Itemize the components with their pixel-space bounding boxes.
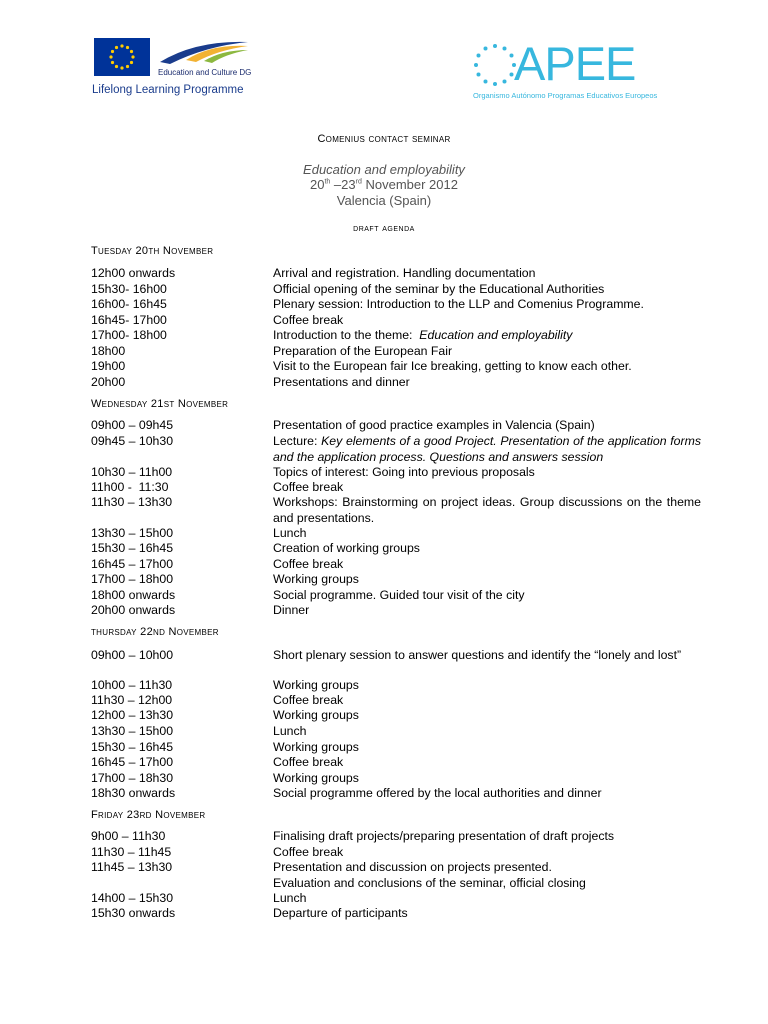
education-culture-dg-label: Education and Culture DG [158,68,252,77]
agenda-description: Departure of participants [273,906,408,920]
agenda-description: Working groups [273,740,359,754]
apee-subtitle: Organismo Autónomo Programas Educativos Europeos [473,91,658,100]
agenda-time: 17h00 – 18h30 [91,771,174,785]
agenda-time: 16h45 – 17h00 [91,755,174,769]
agenda-description: Lecture: Key elements of a good Project. Presentation of the application forms and the application process. Questions and answers session [273,434,701,464]
agenda-time: 11h45 – 13h30 [91,860,173,874]
page-header [0,0,768,110]
agenda-description: Lunch [273,891,307,905]
agenda-time: 15h30- 16h00 [91,282,167,296]
agenda-time: 16h00- 16h45 [91,297,167,311]
agenda-description: Finalising draft projects/preparing presentation of draft projects [273,829,615,843]
agenda-time: 20h00 [91,375,126,389]
lifelong-learning-label: Lifelong Learning Programme [92,84,244,96]
day-heading: Wednesday 21st November [91,398,229,410]
agenda-time: 13h30 – 15h00 [91,526,174,540]
agenda-time: 18h00 onwards [91,588,176,602]
agenda-time: 18h00 [91,344,126,358]
agenda-time: 15h30 – 16h45 [91,740,174,754]
agenda-time: 11h30 – 13h30 [91,495,173,509]
day-heading: Friday 23rd November [91,809,206,821]
swoosh-icon [156,36,252,66]
agenda-time: 10h00 – 11h30 [91,678,173,692]
agenda-description: Dinner [273,603,310,617]
agenda-time: 15h30 onwards [91,906,176,920]
day-heading: Tuesday 20th November [91,245,214,257]
agenda-time: 19h00 [91,359,126,373]
agenda-time: 16h45- 17h00 [91,313,167,327]
agenda-description: Coffee break [273,693,344,707]
draft-agenda-label: draft agenda [353,223,415,234]
agenda-time: 16h45 – 17h00 [91,557,174,571]
agenda-description: Coffee break [273,557,344,571]
agenda-time: 11h30 – 11h45 [91,845,172,859]
agenda-description: Preparation of the European Fair [273,344,453,358]
agenda-time: 17h00- 18h00 [91,328,167,342]
agenda-description: Presentations and dinner [273,375,410,389]
agenda-description: Presentation and discussion on projects presented. [273,860,552,874]
agenda-time: 09h45 – 10h30 [91,434,174,448]
agenda-description: Plenary session: Introduction to the LLP and Comenius Programme. [273,297,644,311]
eu-flag-icon [94,38,150,76]
seminar-place: Valencia (Spain) [336,193,432,208]
agenda-description: Working groups [273,708,359,722]
agenda-description: Introduction to the theme: Education and employability [273,328,573,342]
document-title: Comenius contact seminar [317,133,451,145]
agenda-description: Arrival and registration. Handling documentation [273,266,536,280]
agenda-description: Coffee break [273,480,344,494]
agenda-description: Lunch [273,526,307,540]
apee-wordmark: APEE [514,37,636,90]
agenda-time: 17h00 – 18h00 [91,572,174,586]
agenda-description: Coffee break [273,313,344,327]
agenda-description: Workshops: Brainstorming on project ideas. Group discussions on the theme and presentations. [273,495,701,525]
agenda-time: 10h30 – 11h00 [91,465,173,479]
agenda-time: 15h30 – 16h45 [91,541,174,555]
agenda-description: Social programme. Guided tour visit of the city [273,588,525,602]
agenda-description: Evaluation and conclusions of the seminar, official closing [273,876,586,890]
agenda-description: Working groups [273,678,359,692]
agenda-time: 12h00 – 13h30 [91,708,174,722]
seminar-dates: 20th –23rd November 2012 [310,177,458,192]
star-circle-icon [472,42,518,88]
agenda-description: Topics of interest: Going into previous proposals [273,465,535,479]
agenda-description: Working groups [273,771,359,785]
agenda-time: 13h30 – 15h00 [91,724,174,738]
agenda-description: Visit to the European fair Ice breaking, getting to know each other. [273,359,632,373]
agenda-time: 12h00 onwards [91,266,176,280]
agenda-description: Lunch [273,724,307,738]
agenda-time: 20h00 onwards [91,603,176,617]
agenda-description: Creation of working groups [273,541,420,555]
agenda-time: 11h30 – 12h00 [91,693,173,707]
agenda-description: Short plenary session to answer questions and identify the “lonely and lost” [273,648,682,662]
agenda-description: Presentation of good practice examples in Valencia (Spain) [273,418,595,432]
agenda-time: 11h00 - 11:30 [91,480,169,494]
document-subtitle: Education and employability [303,162,465,177]
agenda-time: 18h30 onwards [91,786,176,800]
day-heading: thursday 22nd November [91,626,219,638]
lifelong-learning-logo [90,34,256,100]
agenda-description: Coffee break [273,845,344,859]
agenda-description: Official opening of the seminar by the Educational Authorities [273,282,605,296]
agenda-time: 09h00 – 09h45 [91,418,174,432]
agenda-description: Coffee break [273,755,344,769]
agenda-description: Working groups [273,572,359,586]
agenda-time: 9h00 – 11h30 [91,829,166,843]
apee-logo [470,37,685,104]
agenda-time: 09h00 – 10h00 [91,648,174,662]
agenda-time: 14h00 – 15h30 [91,891,174,905]
agenda-description: Social programme offered by the local authorities and dinner [273,786,602,800]
